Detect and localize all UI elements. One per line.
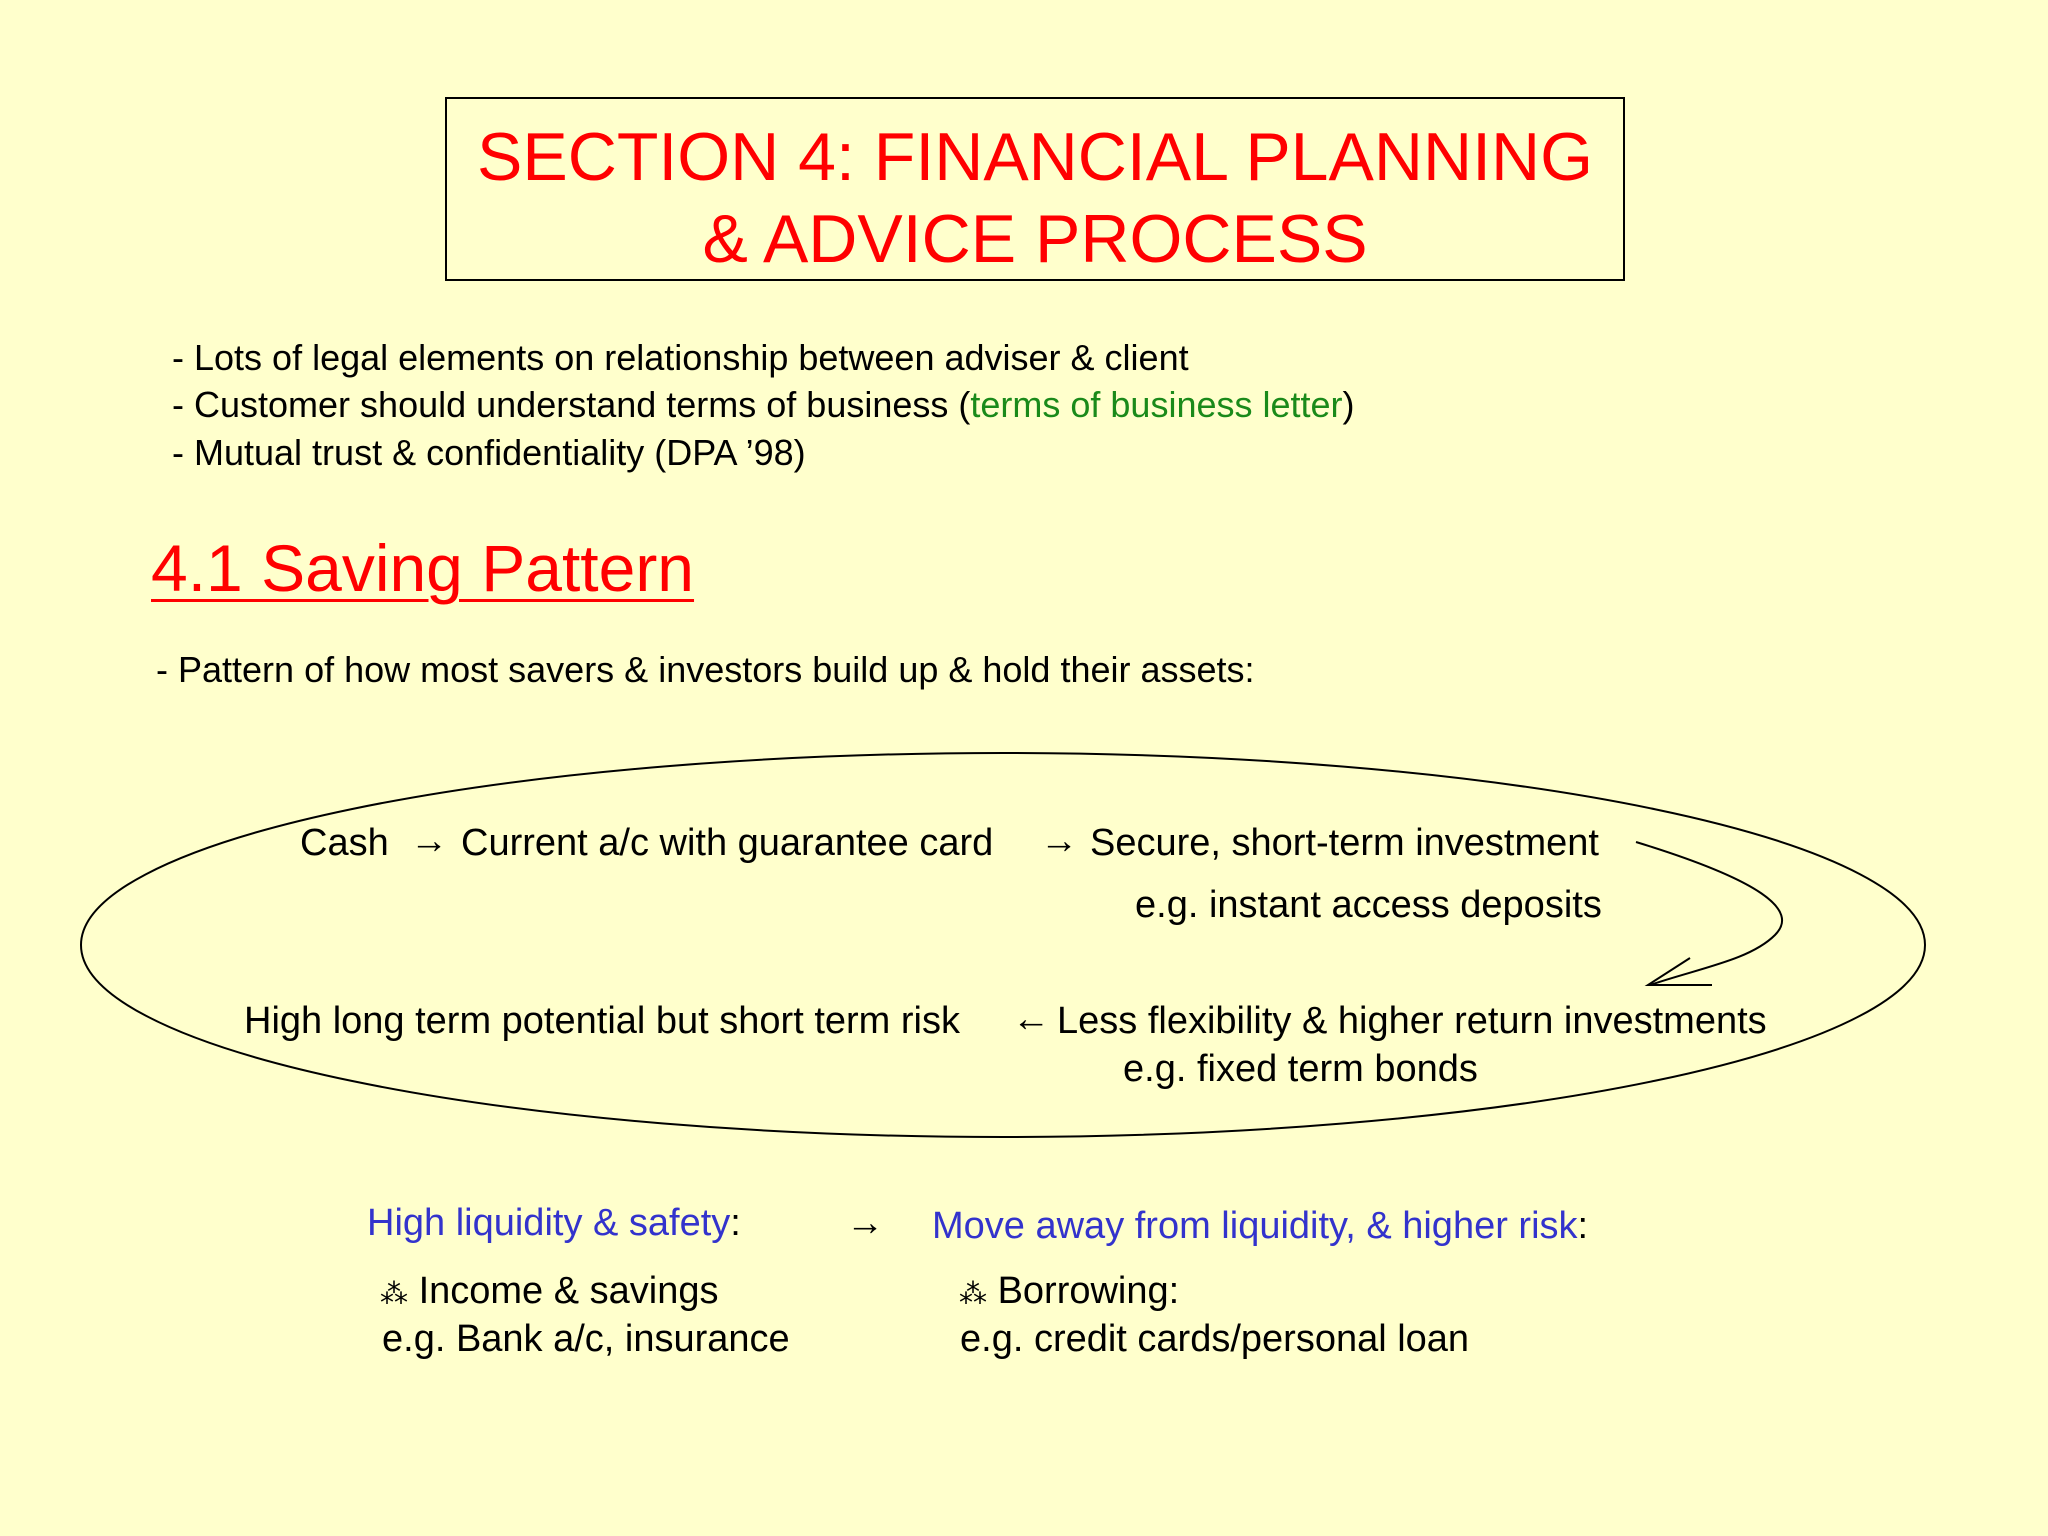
curved-arrow-icon [1636,842,1782,985]
colon: : [1577,1205,1589,1247]
cycle-high-long-term: High long term potential but short term risk [244,1000,960,1042]
borrowing-label: Borrowing: [997,1270,1180,1312]
move-away-heading [932,1203,1588,1249]
cycle-cash: Cash [300,822,389,864]
move-away-label: Move away from liquidity, & higher risk [932,1205,1578,1247]
pattern-intro-text: Pattern of how most savers & investors build up & hold their assets: [178,649,1255,690]
cycle-current-account: Current a/c with guarantee card [461,822,994,864]
high-liquidity-heading [367,1200,741,1246]
curved-arrow-head-icon [1648,958,1712,985]
bullet-dash: - [172,337,194,378]
bullet-text: Customer should understand terms of business ( [194,384,971,425]
bullet-dash: - [172,432,194,473]
bullet-text: Mutual trust & confidentiality (DPA ’98) [194,432,806,473]
title-line-2: & ADVICE PROCESS [702,201,1368,277]
asterism-bullet-icon: ⁂ [959,1277,987,1310]
cycle-secure-example: e.g. instant access deposits [1135,884,1602,926]
bullet-dash: - [156,649,178,690]
high-liquidity-label: High liquidity & safety [367,1202,731,1244]
right-arrow-icon: → [1040,820,1078,862]
cycle-less-example: e.g. fixed term bonds [1123,1048,1478,1090]
borrowing-item [959,1268,1179,1317]
terms-of-business-letter-link: terms of business letter [970,384,1343,425]
title-line-1: SECTION 4: FINANCIAL PLANNING [477,119,1593,195]
income-savings-example: e.g. Bank a/c, insurance [382,1318,790,1360]
colon: : [730,1202,741,1244]
asterism-bullet-icon: ⁂ [380,1277,408,1310]
right-arrow-icon: → [410,820,448,862]
bullet-text: Lots of legal elements on relationship between adviser & client [194,337,1189,378]
bullet-dash: - [172,384,194,425]
bullet-suffix: ) [1342,384,1355,425]
cycle-less-flexibility: Less flexibility & higher return investments [1057,1000,1767,1042]
cycle-secure-investment: Secure, short-term investment [1090,822,1599,864]
income-savings-label: Income & savings [418,1270,719,1312]
income-savings-item [380,1268,718,1317]
cycle-ellipse [81,753,1925,1137]
section-heading: 4.1 Saving Pattern [151,531,695,605]
right-arrow-icon: → [846,1202,884,1244]
left-arrow-icon: ← [1012,998,1050,1040]
borrowing-example: e.g. credit cards/personal loan [960,1318,1470,1360]
